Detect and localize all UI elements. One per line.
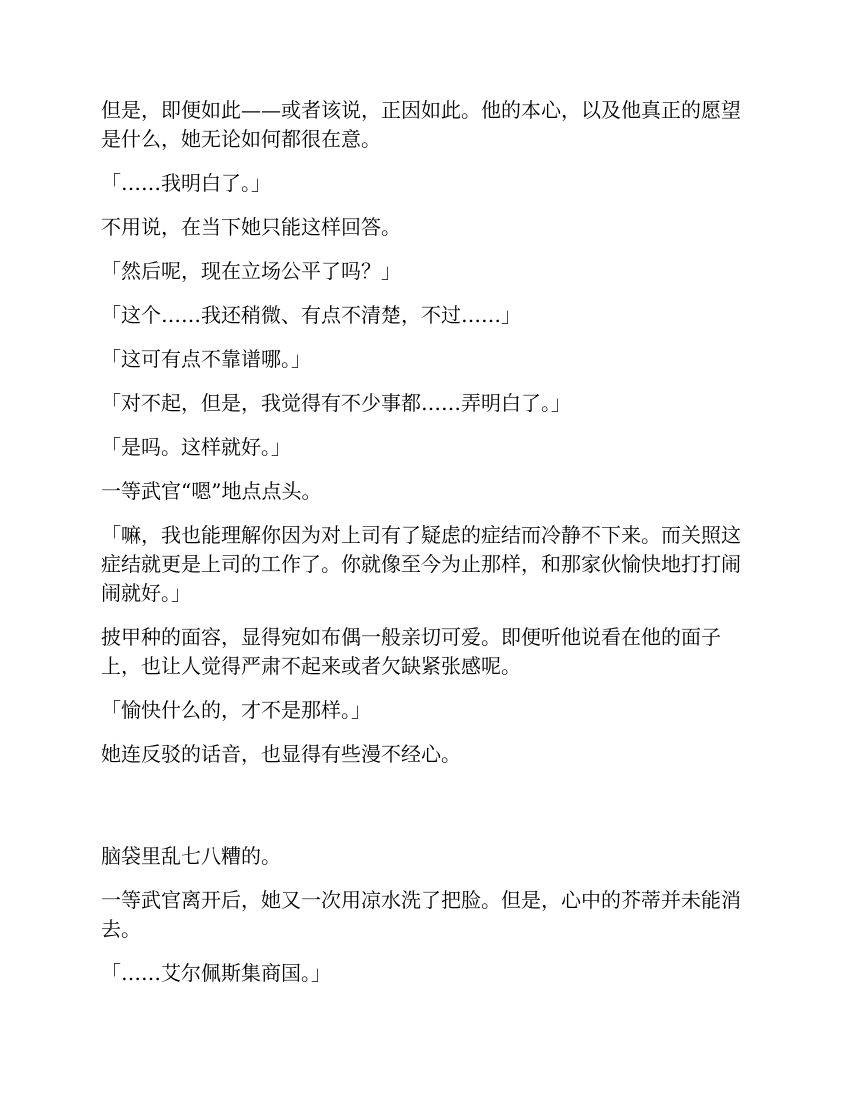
- section-break: [101, 784, 751, 842]
- paragraph: 「……我明白了。」: [101, 171, 271, 195]
- paragraph: 不用说，在当下她只能这样回答。: [101, 215, 401, 239]
- paragraph: 「是吗。这样就好。」: [101, 435, 291, 459]
- paragraph: 「愉快什么的，才不是那样。」: [101, 698, 371, 722]
- document-page: [101, 96, 751, 1003]
- paragraph: 一等武官离开后，她又一次用凉水洗了把脸。但是，心中的芥蒂并未能消去。: [101, 888, 741, 941]
- paragraph: 「这可有点不靠谱哪。」: [101, 347, 311, 371]
- paragraph: 但是，即便如此——或者该说，正因如此。他的本心，以及他真正的愿望是什么，她无论如何都很在意。: [101, 98, 741, 151]
- paragraph: 「然后呢，现在立场公平了吗？」: [101, 259, 401, 283]
- paragraph: 「对不起，但是，我觉得有不少事都……弄明白了。」: [101, 391, 571, 415]
- paragraph: 「嘛，我也能理解你因为对上司有了疑虑的症结而冷静不下来。而关照这症结就更是上司的工作了。你就像至今为止那样，和那家伙愉快地打打闹闹就好。」: [101, 523, 741, 605]
- paragraph: 脑袋里乱七八糟的。: [101, 844, 281, 868]
- paragraph: 她连反驳的话音，也显得有些漫不经心。: [101, 742, 461, 766]
- paragraph: 披甲种的面容，显得宛如布偶一般亲切可爱。即便听他说看在他的面子上，也让人觉得严肃不起来或者欠缺紧张感呢。: [101, 625, 721, 678]
- paragraph: 「……艾尔佩斯集商国。」: [101, 961, 331, 985]
- paragraph: 「这个……我还稍微、有点不清楚，不过……」: [101, 303, 521, 327]
- paragraph: 一等武官“嗯”地点点头。: [101, 479, 322, 503]
